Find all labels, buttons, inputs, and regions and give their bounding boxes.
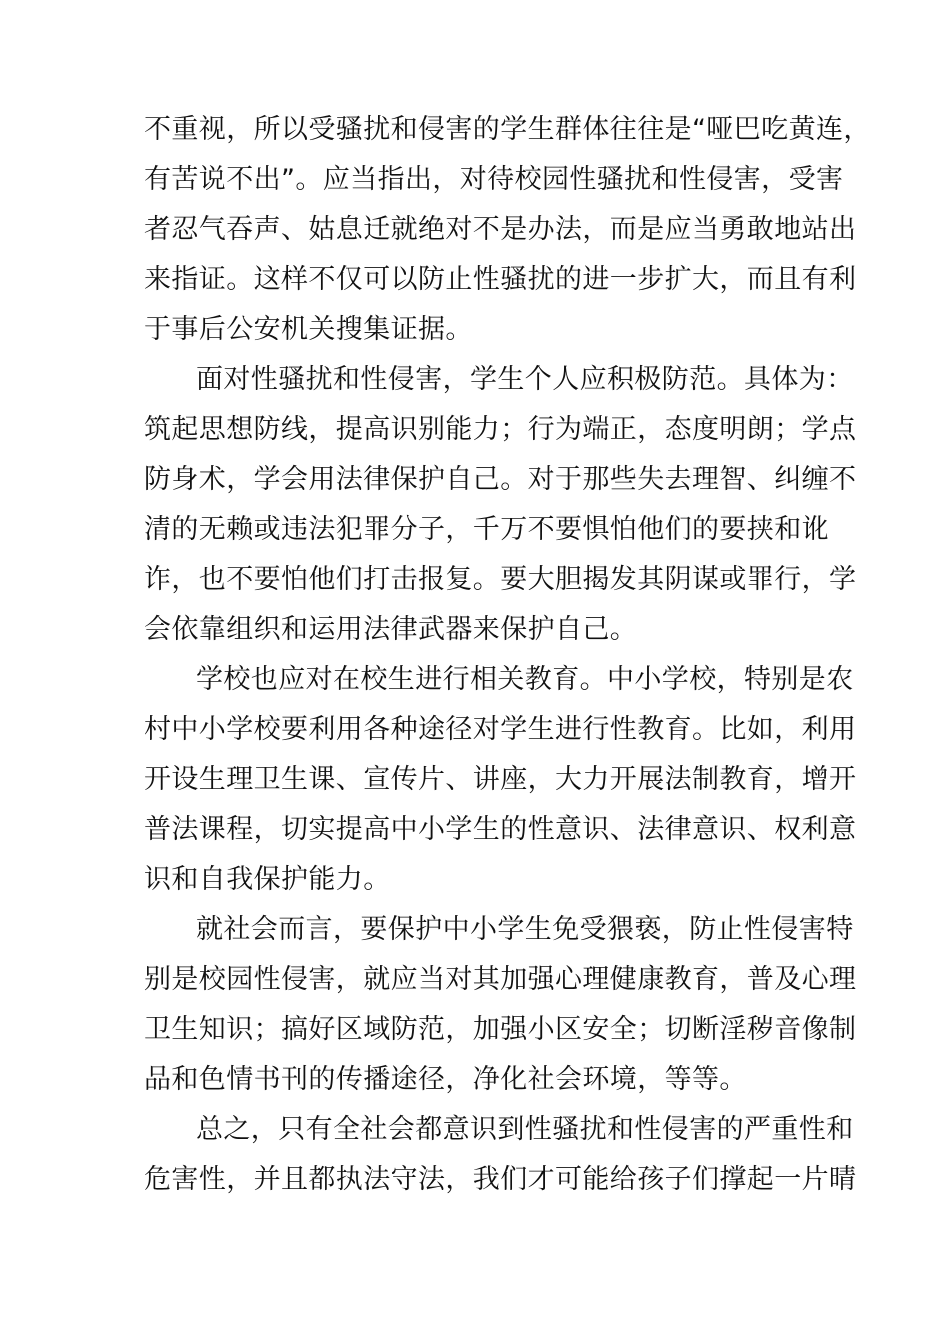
text-line: 诈，也不要怕他们打击报复。要大胆揭发其阴谋或罪行，学 bbox=[144, 564, 857, 595]
text-line: 危害性，并且都执法守法，我们才可能给孩子们撑起一片晴 bbox=[144, 1164, 857, 1195]
text-line: 防身术，学会用法律保护自己。对于那些失去理智、纠缠不 bbox=[144, 464, 857, 495]
text-line: 识和自我保护能力。 bbox=[144, 864, 391, 895]
paragraph-first-line: 学校也应对在校生进行相关教育。中小学校，特别是农 bbox=[196, 664, 854, 695]
text-line: 不重视，所以受骚扰和侵害的学生群体往往是“哑巴吃黄连， bbox=[144, 114, 871, 145]
text-line: 村中小学校要利用各种途径对学生进行性教育。比如，利用 bbox=[144, 714, 857, 745]
text-line: 会依靠组织和运用法律武器来保护自己。 bbox=[144, 614, 638, 645]
text-line: 者忍气吞声、姑息迁就绝对不是办法，而是应当勇敢地站出 bbox=[144, 214, 857, 245]
text-line: 筑起思想防线，提高识别能力；行为端正，态度明朗；学点 bbox=[144, 414, 857, 445]
text-line: 普法课程，切实提高中小学生的性意识、法律意识、权利意 bbox=[144, 814, 857, 845]
paragraph-first-line: 总之，只有全社会都意识到性骚扰和性侵害的严重性和 bbox=[196, 1114, 854, 1145]
text-line: 品和色情书刊的传播途径，净化社会环境，等等。 bbox=[144, 1064, 747, 1095]
text-line: 别是校园性侵害，就应当对其加强心理健康教育，普及心理 bbox=[144, 964, 857, 995]
text-line: 卫生知识；搞好区域防范，加强小区安全；切断淫秽音像制 bbox=[144, 1014, 857, 1045]
text-line: 于事后公安机关搜集证据。 bbox=[144, 314, 473, 345]
text-line: 来指证。这样不仅可以防止性骚扰的进一步扩大，而且有利 bbox=[144, 264, 857, 295]
text-line: 清的无赖或违法犯罪分子，千万不要惧怕他们的要挟和讹 bbox=[144, 514, 829, 545]
paragraph-first-line: 面对性骚扰和性侵害，学生个人应积极防范。具体为： bbox=[196, 364, 854, 395]
paragraph-first-line: 就社会而言，要保护中小学生免受猥亵，防止性侵害特 bbox=[196, 914, 854, 945]
text-line: 开设生理卫生课、宣传片、讲座，大力开展法制教育，增开 bbox=[144, 764, 857, 795]
text-line: 有苦说不出”。应当指出，对待校园性骚扰和性侵害，受害 bbox=[144, 164, 844, 195]
